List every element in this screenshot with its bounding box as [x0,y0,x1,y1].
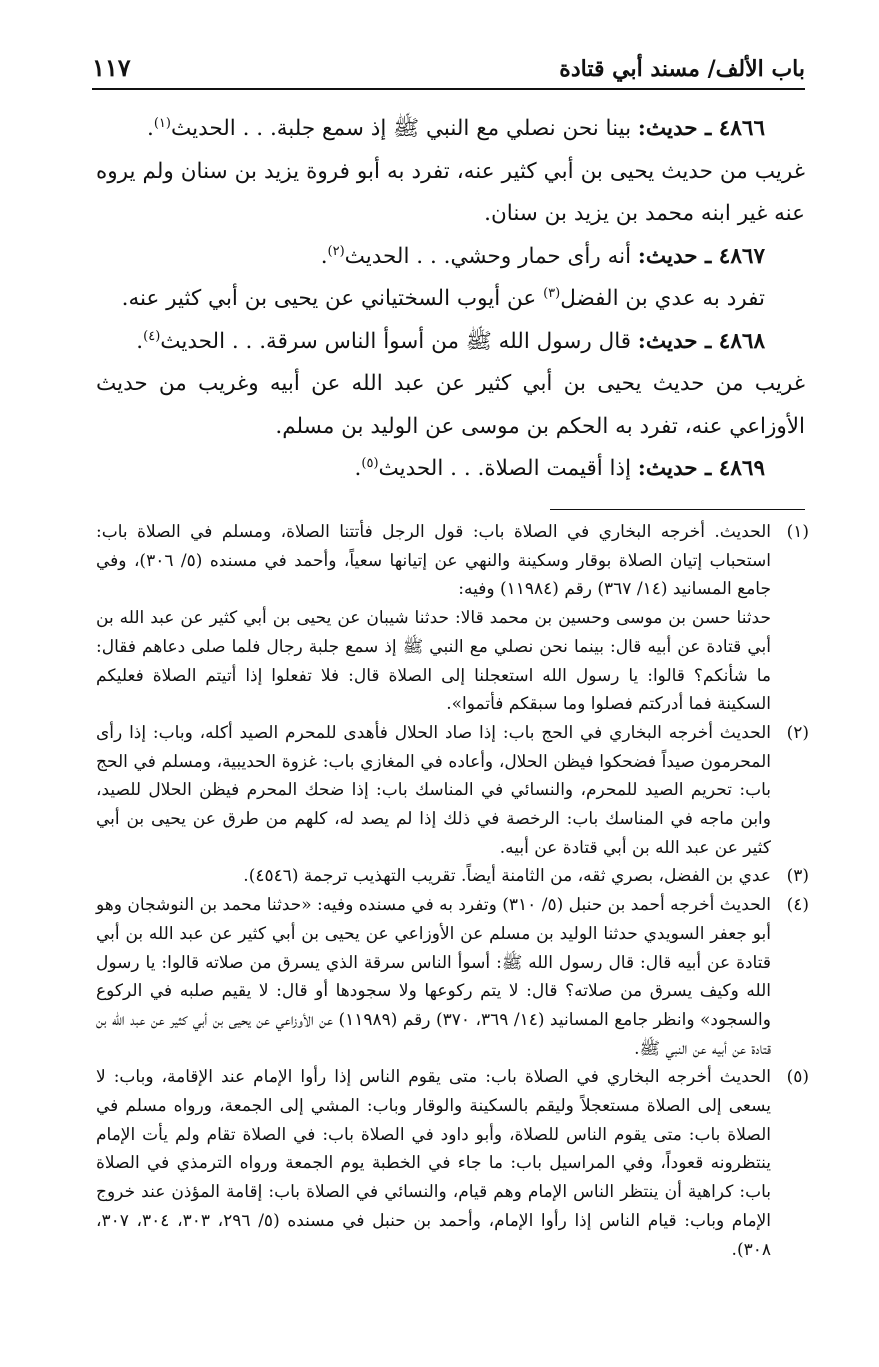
hadith-number: ٤٨٦٦ [718,116,765,141]
page-number: ١١٧ [92,53,131,82]
hadith-label: حديث: [637,456,698,481]
hadith-commentary: غريب من حديث يحيى بن أبي كثير عن عبد الله عن أبيه وغريب من حديث الأوزاعي عنه، تفرد به الحكم بن موسى عن الوليد بن مسلم. [96,371,805,439]
footnote-text: الحديث أخرجه أحمد بن حنبل (٥/ ٣١٠) وتفرد به في مسنده وفيه: «حدثنا محمد بن النوشجان وهو أبو جعفر السويدي حدثنا الوليد بن مسلم عن الأوزاعي عن يحيى بن أبي كثير عن عبد الله بن أبي قتادة عن أبيه قال: قال رسول الله ﷺ: أسوأ الناس سرقة الذي يسرق من صلاته قالوا: يا رسول الله وكيف يسرق من صلاته؟ قال: لا يتم ركوعها ولا سجودها أو قال: لا يقيم صلبه في الركوع والسجود» وانظر جامع المسانيد (١٤/ ٣٦٩، ٣٧٠) رقم (١١٩٨٩) عن الأوزاعي عن يحيى بن أبي كثير عن عبد الله بن قتادة عن أبيه عن النبي ﷺ. [96,895,771,1059]
footnote-text: الحديث أخرجه البخاري في الحج باب: إذا صاد الحلال فأهدى للمحرم الصيد أكله، وباب: إذا رأى المحرمون صيداً فضحكوا فيظن الحلال، وأعاده في المغازي باب: غزوة الحديبية، ومسلم في الحج باب: تحريم الصيد للمحرم، والنسائي في المناسك باب: إذا ضحك المحرم فيظن الحلال للصيد، وابن ماجه في المناسك باب: الرخصة في ذلك إذا لم يصد له، كلهم من طرق عن يحيى بن أبي كثير عن عبد الله بن أبي قتادة عن أبيه. [96,722,771,858]
footnote [96,891,809,1063]
footnote-number: (٤) [786,895,809,916]
hadith-entry: ٤٨٦٨ ـ حديث: قال رسول الله ﷺ من أسوأ الناس سرقة. . . الحديث$^{(٤)}$. [136,328,765,354]
footnote-number: (١) [786,522,809,542]
footnote [96,1063,809,1264]
hadith-entry: ٤٨٦٧ ـ حديث: أنه رأى حمار وحشي. . . الحديث$^{(٢)}$. [320,243,765,269]
hadith-number: ٤٨٦٧ [718,243,765,269]
footnotes [96,518,809,1264]
page-header [92,40,805,90]
footnote [96,719,809,863]
hadith-text: أنه رأى حمار وحشي. . . الحديث [344,243,632,269]
running-title: باب الألف/ مسند أبي قتادة [559,56,805,82]
hadith-entry: ٤٨٦٩ ـ حديث: إذا أقيمت الصلاة. . . الحديث$^{(٥)}$. [354,455,765,481]
hadith-number: ٤٨٦٨ [718,328,765,354]
main-text [96,108,805,491]
footnote-text: الحديث أخرجه البخاري في الصلاة باب: متى يقوم الناس إذا رأوا الإمام عند الإقامة، وباب: لا يسعى إلى الصلاة مستعجلاً وليقم بالسكينة والوقار وباب: المشي إلى الجمعة، ورواه مسلم في الصلاة باب: متى يقوم الناس للصلاة، وأبو داود في الصلاة باب: في الصلاة تقام ولم يأت الإمام ينتظرونه قعوداً، وفي المراسيل باب: ما جاء في الخطبة يوم الجمعة ورواه الترمذي في الصلاة باب: كراهية أن ينتظر الناس الإمام وهم قيام، والنسائي في الصلاة باب: إقامة المؤذن عند خروج الإمام وباب: قيام الناس إذا رأوا الإمام، وأحمد بن حنبل في مسنده (٥/ ٢٩٦، ٣٠٣، ٣٠٤، ٣٠٧، ٣٠٨). [96,1067,772,1260]
footnote-number: (٣) [786,866,809,887]
footnote-number: (٢) [786,722,809,743]
footnote-ref: (٣) [543,285,561,301]
footnote-separator [550,509,805,510]
footnote-ref: (٥) [361,455,379,471]
footnote-ref: (٢) [327,243,345,259]
hadith-entry: ٤٨٦٦ ـ حديث: بينا نحن نصلي مع النبي ﷺ إذ سمع جلبة. . . الحديث$^{(١)}$. [147,115,765,141]
hadith-label: حديث: [637,328,698,354]
hadith-text: إذا أقيمت الصلاة. . . الحديث [378,456,632,481]
footnote-text: الحديث. أخرجه البخاري في الصلاة باب: قول الرجل فأتتنا الصلاة، ومسلم في الصلاة باب: استحباب إتيان الصلاة بوقار وسكينة والنهي عن إتيانها سعياً، وأحمد في مسنده (٥/ ٣٠٦)، وفي جامع المسانيد (١٤/ ٣٦٧) رقم (١١٩٨٤) وفيه: [96,522,771,600]
hadith-commentary: تفرد به عدي بن الفضل$^{(٣)}$ عن أيوب السختياني عن يحيى بن أبي كثير عنه. [121,285,765,311]
hadith-text: بينا نحن نصلي مع النبي ﷺ إذ سمع جلبة. . . الحديث [170,116,632,141]
hadith-number: ٤٨٦٩ [718,456,765,481]
hadith-commentary: غريب من حديث يحيى بن أبي كثير عنه، تفرد به أبو فروة يزيد بن سنان ولم يروه عنه غير ابنه محمد بن يزيد بن سنان. [96,158,805,226]
hadith-text: قال رسول الله ﷺ من أسوأ الناس سرقة. . . الحديث [160,328,632,354]
footnote [96,518,809,719]
hadith-label: حديث: [637,116,698,141]
footnote-text: حدثنا حسن بن موسى وحسين بن محمد قالا: حدثنا شيبان عن يحيى بن أبي كثير عن عبد الله بن أبي قتادة عن أبيه قال: بينما نحن نصلي مع النبي ﷺ إذ سمع جلبة رجال فلما صلى دعاهم فقال: ما شأنكم؟ قالوا: يا رسول الله استعجلنا إلى الصلاة قال: فلا تفعلوا إذا أتيتم الصلاة فعليكم السكينة فما أدركتم فصلوا وما سبقكم فأتموا». [96,608,771,715]
footnote-text: عدي بن الفضل، بصري ثقه، من الثامنة أيضاً. تقريب التهذيب ترجمة (٤٥٤٦). [243,866,771,887]
footnote [96,862,809,891]
footnote-ref: (٤) [143,328,161,344]
footnote-number: (٥) [786,1067,809,1088]
hadith-label: حديث: [637,243,698,269]
footnote-ref: (١) [153,115,171,131]
